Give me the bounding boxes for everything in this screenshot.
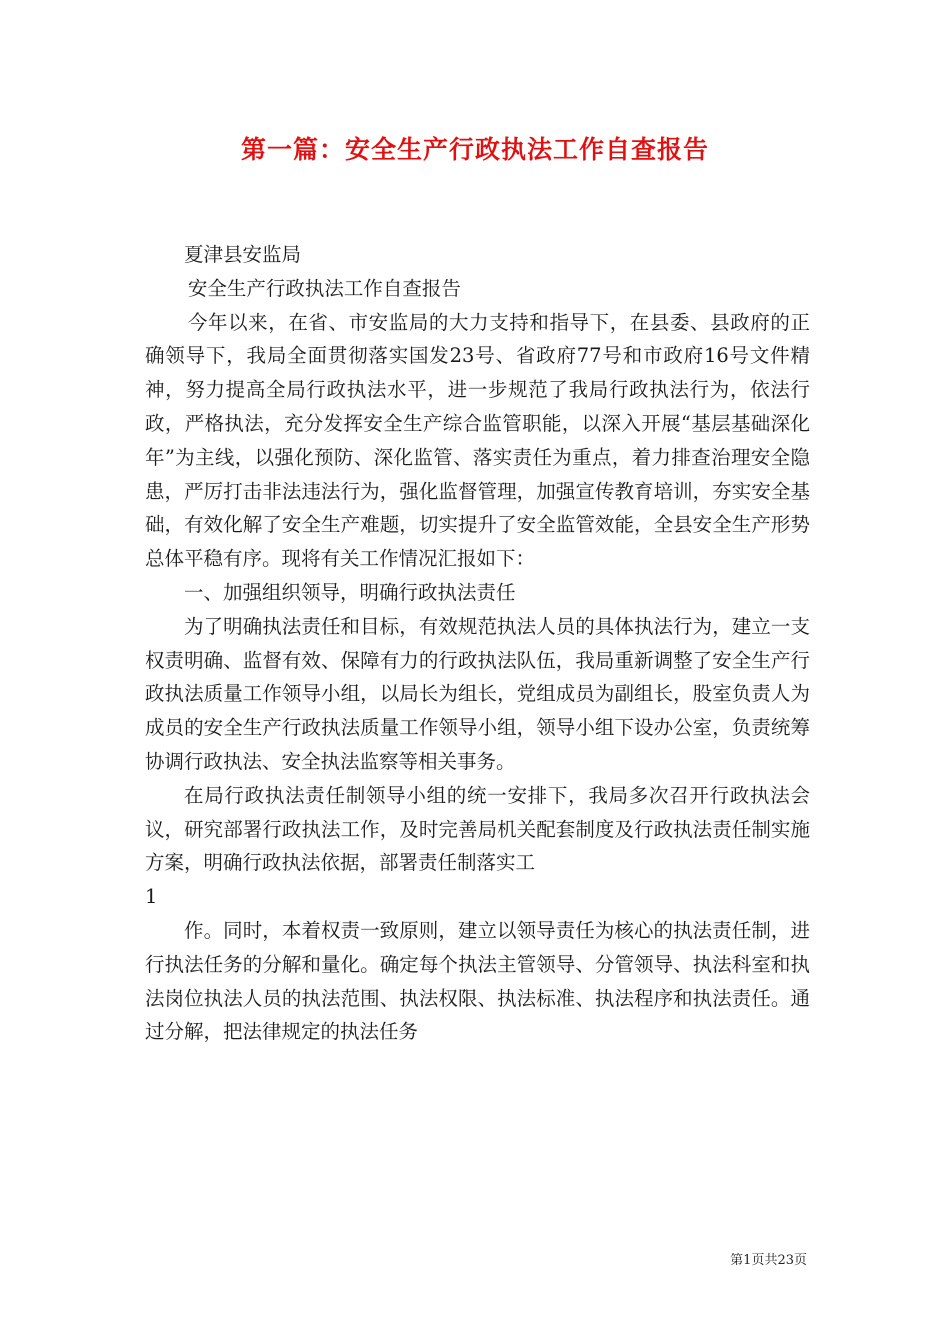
document-title: 第一篇：安全生产行政执法工作自查报告	[240, 135, 709, 164]
section-heading-1: 一、加强组织领导，明确行政执法责任	[184, 580, 516, 604]
paragraph-responsibility: 为了明确执法责任和目标，有效规范执法人员的具体执法行为，建立一支权责明确、监督有效、保障有力的行政执法队伍，我局重新调整了安全生产行政执法质量工作领导小组，以局长为组长，党组成员为副组长，股室负责人为成员的安全生产行政执法质量工作领导小组，领导小组下设办公室，负责统筹协调行政执法、安全执法监察等相关事务。	[145, 614, 810, 773]
paragraph-continuation: 作。同时，本着权责一致原则，建立以领导责任为核心的执法责任制，进行执法任务的分解和量化。确定每个执法主管领导、分管领导、执法科室和执法岗位执法人员的执法范围、执法权限、执法标准、执法程序和执法责任。通过分解，把法律规定的执法任务	[145, 918, 810, 1044]
paragraph-intro: 今年以来，在省、市安监局的大力支持和指导下，在县委、县政府的正确领导下，我局全面贯彻落实国发23号、省政府77号和市政府16号文件精神，努力提高全局行政执法水平，进一步规范了我局行政执法行为，依法行政，严格执法，充分发挥安全生产综合监管职能，以深入开展“基层基础深化年”为主线，以强化预防、深化监管、落实责任为重点，着力排查治理安全隐患，严厉打击非法违法行为，强化监督管理，加强宣传教育培训，夯实安全基础，有效化解了安全生产难题，切实提升了安全监管效能，全县安全生产形势总体平稳有序。现将有关工作情况汇报如下：	[145, 310, 810, 571]
report-subtitle: 安全生产行政执法工作自查报告	[187, 276, 461, 300]
page-footer: 第1页共23页	[730, 1253, 807, 1268]
author-line: 夏津县安监局	[184, 243, 302, 266]
inline-page-marker: 1	[145, 885, 158, 909]
document-body	[145, 238, 810, 1049]
paragraph-meetings: 在局行政执法责任制领导小组的统一安排下，我局多次召开行政执法会议，研究部署行政执法工作，及时完善局机关配套制度及行政执法责任制实施方案，明确行政执法依据，部署责任制落实工	[145, 783, 810, 875]
